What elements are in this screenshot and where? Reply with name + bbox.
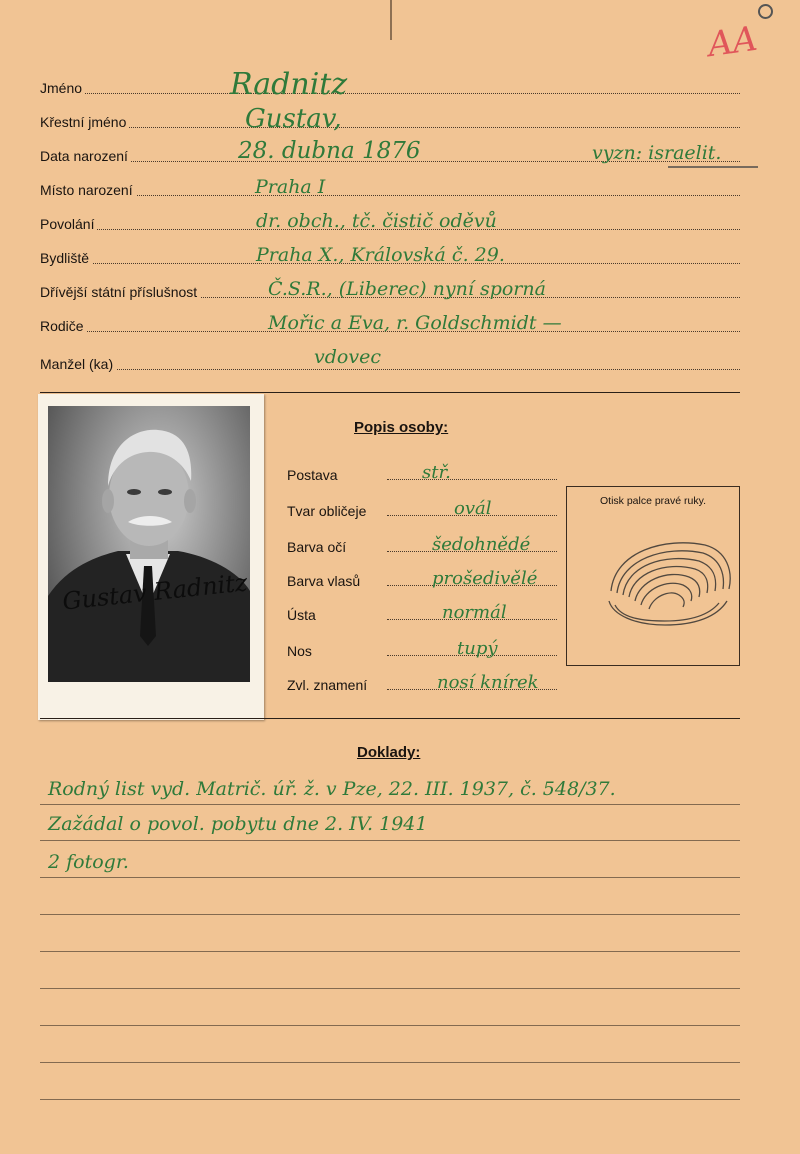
- desc-value: ovál: [454, 498, 492, 519]
- thumbprint-icon: [605, 531, 735, 631]
- doklady-line: Rodný list vyd. Matrič. úř. ž. v Pze, 22. III. 1937, č. 548/37.: [48, 778, 616, 800]
- desc-row-nos: [287, 634, 557, 662]
- desc-label: Barva očí: [287, 539, 349, 555]
- value-bydliste: Praha X., Královská č. 29.: [256, 244, 505, 266]
- dotted-line: [40, 369, 740, 370]
- desc-value: normál: [442, 602, 507, 623]
- field-krestni: [40, 104, 740, 134]
- desc-label: Zvl. znamení: [287, 677, 370, 693]
- value-prislusnost: Č.S.R., (Liberec) nyní sporná: [268, 278, 546, 300]
- value-krestni: Gustav,: [245, 104, 342, 134]
- field-bydliste: [40, 240, 740, 270]
- ruled-line: [40, 914, 740, 915]
- label-jmeno: Jméno: [40, 80, 85, 96]
- desc-row-postava: [287, 458, 557, 486]
- portrait-figure: [48, 406, 250, 682]
- field-jmeno: [40, 67, 740, 102]
- value-jmeno: Radnitz: [230, 67, 348, 102]
- label-prislusnost: Dřívější státní příslušnost: [40, 284, 200, 300]
- value-rodice: Mořic a Eva, r. Goldschmidt —: [268, 312, 562, 334]
- label-rodice: Rodiče: [40, 318, 87, 334]
- desc-row-oci: [287, 530, 557, 558]
- desc-label: Barva vlasů: [287, 573, 363, 589]
- ruled-line: [40, 804, 740, 805]
- ruled-line: [40, 951, 740, 952]
- field-povolani: [40, 206, 740, 236]
- desc-value: nosí knírek: [437, 672, 539, 693]
- thumbprint-box: [566, 486, 740, 666]
- desc-label: Tvar obličeje: [287, 503, 369, 519]
- ruled-line: [40, 1062, 740, 1063]
- ruled-line: [40, 877, 740, 878]
- label-povolani: Povolání: [40, 216, 97, 232]
- desc-value: stř.: [422, 462, 451, 483]
- label-manzel: Manžel (ka): [40, 356, 116, 372]
- ruled-line: [40, 1099, 740, 1100]
- desc-value: prošedivělé: [432, 568, 538, 589]
- desc-row-usta: [287, 598, 557, 626]
- value-misto: Praha I: [255, 176, 326, 198]
- desc-value: tupý: [457, 638, 498, 659]
- value-manzel: vdovec: [314, 346, 381, 368]
- label-narozeni: Data narození: [40, 148, 131, 164]
- doklady-heading: Doklady:: [357, 744, 421, 761]
- desc-label: Postava: [287, 467, 341, 483]
- ruled-line: [40, 840, 740, 841]
- desc-value: šedohnědé: [432, 534, 531, 555]
- photo-card: [38, 394, 264, 720]
- desc-label: Nos: [287, 643, 315, 659]
- pencil-underline: [668, 166, 758, 168]
- label-bydliste: Bydliště: [40, 250, 92, 266]
- value-povolani: dr. obch., tč. čistič oděvů: [256, 210, 497, 232]
- dotted-line: [387, 479, 557, 480]
- value-narozeni: 28. dubna 1876: [238, 138, 421, 164]
- field-prislusnost: [40, 274, 740, 304]
- red-pencil-mark: AA: [705, 18, 760, 66]
- label-krestni: Křestní jméno: [40, 114, 129, 130]
- doklady-line: 2 fotogr.: [48, 851, 129, 873]
- desc-row-oblicej: [287, 494, 557, 522]
- desc-row-znameni: [287, 668, 557, 696]
- corner-circle-mark: [758, 4, 773, 19]
- value-vyznani: vyzn: israelit.: [592, 142, 722, 164]
- dotted-line: [40, 127, 740, 128]
- thumbprint-label: Otisk palce pravé ruky.: [599, 495, 706, 507]
- portrait-photo: [48, 406, 250, 682]
- field-rodice: [40, 308, 740, 338]
- ruled-line: [40, 1025, 740, 1026]
- popis-heading: Popis osoby:: [354, 419, 449, 436]
- ruled-line: [40, 988, 740, 989]
- field-manzel: [40, 346, 740, 376]
- photo-signature: Gustav Radnitz: [61, 568, 249, 616]
- field-narozeni: [40, 138, 740, 168]
- desc-row-vlasy: [287, 564, 557, 592]
- field-misto: [40, 172, 740, 202]
- paper-crease: [390, 0, 392, 40]
- label-misto: Místo narození: [40, 182, 136, 198]
- section-divider: [40, 392, 740, 393]
- dotted-line: [40, 93, 740, 94]
- desc-label: Ústa: [287, 607, 319, 623]
- doklady-line: Zažádal o povol. pobytu dne 2. IV. 1941: [48, 813, 428, 835]
- dotted-line: [40, 195, 740, 196]
- section-divider: [40, 718, 740, 719]
